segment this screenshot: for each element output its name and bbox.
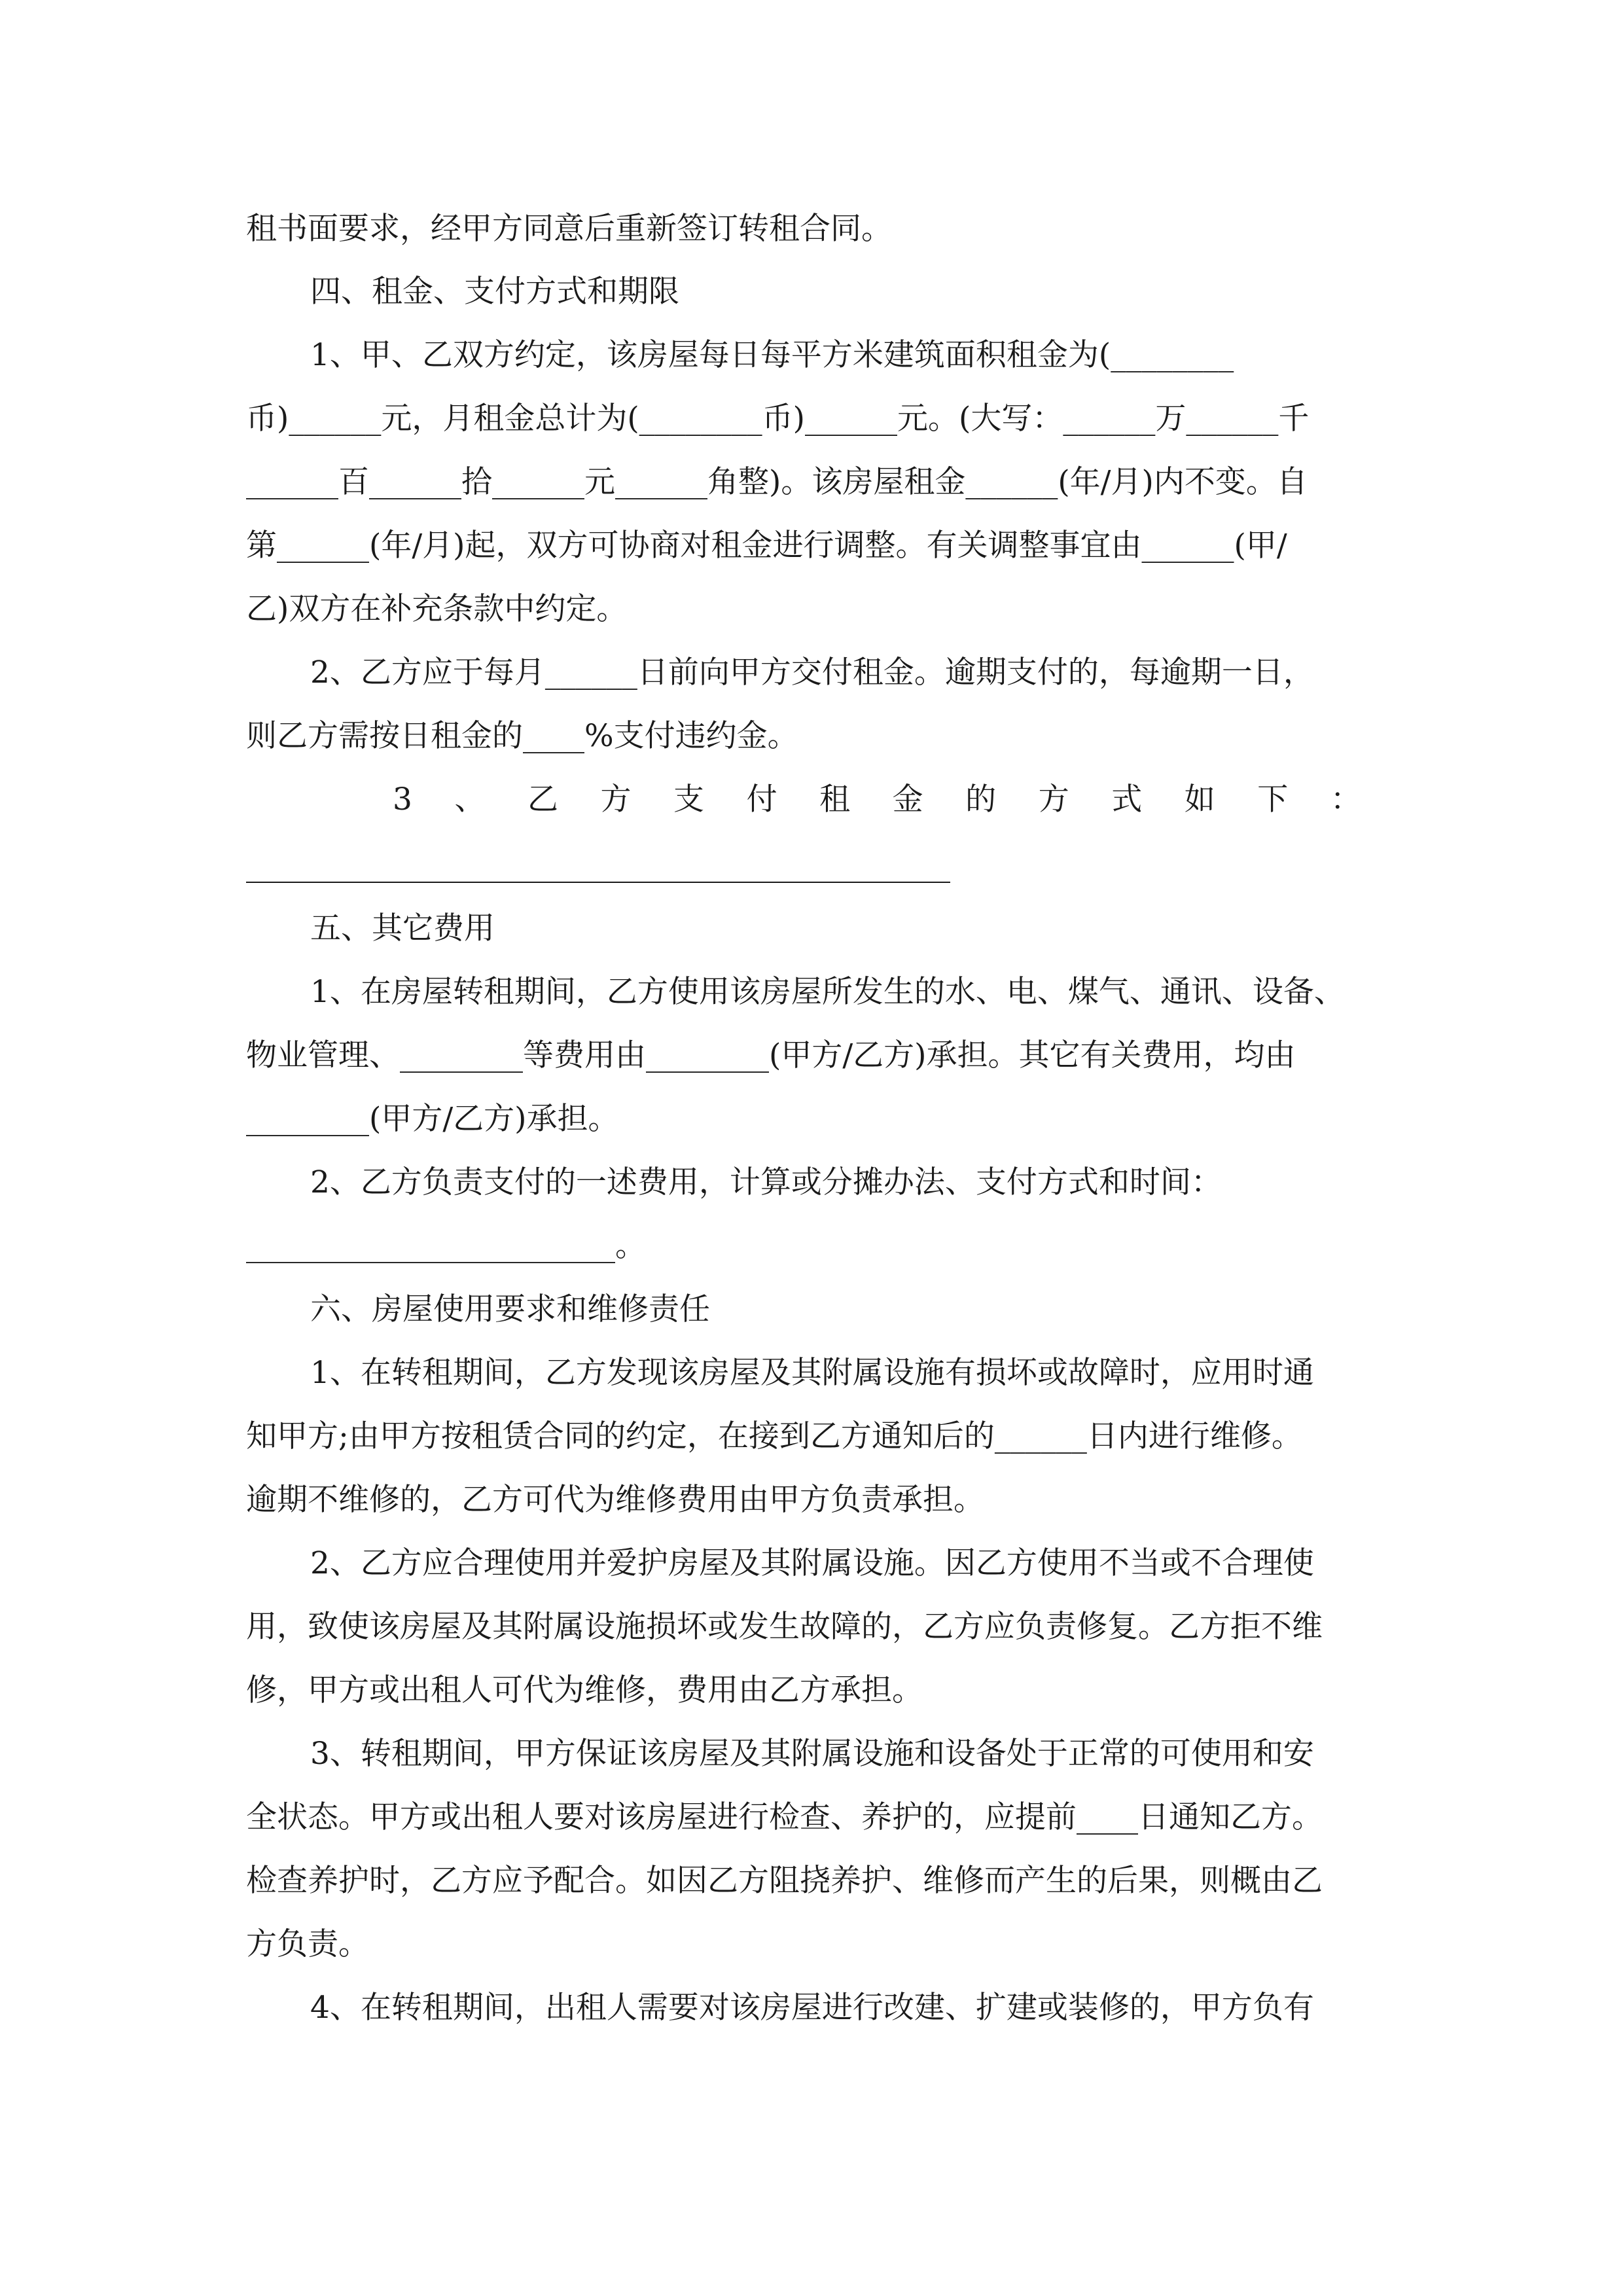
text-line: 2、乙方应合理使用并爱护房屋及其附属设施。因乙方使用不当或不合理使 (310, 1545, 1314, 1581)
spread-char: 下 (1257, 781, 1289, 817)
text-line: 2、乙方应于每月______日前向甲方交付租金。逾期支付的，每逾期一日， (310, 655, 1314, 691)
text-line: 1、在房屋转租期间，乙方使用该房屋所发生的水、电、煤气、通讯、设备、 (310, 974, 1345, 1010)
spread-char: ： (1330, 781, 1361, 817)
spread-char: 金 (892, 781, 923, 817)
text-line: 方负责。 (246, 1926, 369, 1962)
text-line: 3、转租期间，甲方保证该房屋及其附属设施和设备处于正常的可使用和安 (310, 1736, 1314, 1772)
spread-char: 付 (746, 781, 777, 817)
spread-char: 、 (454, 781, 486, 817)
text-line: 币)______元，月租金总计为(________币)______元。(大写：______万______千 (246, 401, 1310, 437)
section-heading-maintenance: 六、房屋使用要求和维修责任 (310, 1291, 710, 1327)
text-line: 知甲方;由甲方按租赁合同的约定，在接到乙方通知后的______日内进行维修。 (246, 1418, 1302, 1454)
text-line: ______百______拾______元______角整)。该房屋租金______(年/月)内不变。自 (246, 464, 1308, 500)
text-line: 物业管理、________等费用由________(甲方/乙方)承担。其它有关费用，均由 (246, 1037, 1296, 1073)
text-line: 乙)双方在补充条款中约定。 (246, 591, 628, 627)
spread-char: 式 (1111, 781, 1143, 817)
text-line: 1、在转租期间，乙方发现该房屋及其附属设施有损坏或故障时，应用时通 (310, 1355, 1314, 1391)
text-line: 全状态。甲方或出租人要对该房屋进行检查、养护的，应提前____日通知乙方。 (246, 1799, 1323, 1835)
spread-char: 乙 (527, 781, 558, 817)
spread-char: 方 (1038, 781, 1069, 817)
spread-char: 如 (1184, 781, 1215, 817)
section-heading-fees: 五、其它费用 (310, 910, 495, 946)
section-heading-rent: 四、租金、支付方式和期限 (310, 274, 679, 310)
spread-char: 的 (965, 781, 997, 817)
text-line: 第______(年/月)起，双方可协商对租金进行调整。有关调整事宜由______(甲/ (246, 528, 1287, 564)
text-line: 4、在转租期间，出租人需要对该房屋进行改建、扩建或装修的，甲方负有 (310, 1990, 1314, 2026)
text-line: ________(甲方/乙方)承担。 (246, 1101, 619, 1137)
text-line: 逾期不维修的，乙方可代为维修费用由甲方负责承担。 (246, 1482, 984, 1518)
spread-char: 3 (393, 781, 412, 817)
spread-char: 方 (600, 781, 632, 817)
text-line: 租书面要求，经甲方同意后重新签订转租合同。 (246, 211, 892, 247)
text-line: 用，致使该房屋及其附属设施损坏或发生故障的，乙方应负责修复。乙方拒不维 (246, 1609, 1323, 1645)
text-line: 检查养护时，乙方应予配合。如因乙方阻挠养护、维修而产生的后果，则概由乙 (246, 1863, 1323, 1899)
fill-in-blank-rule (246, 882, 950, 883)
text-line: 修，甲方或出租人可代为维修，费用由乙方承担。 (246, 1672, 923, 1708)
text-line: ________________________。 (246, 1228, 646, 1264)
spread-char: 支 (673, 781, 705, 817)
text-line: 2、乙方负责支付的一述费用，计算或分摊办法、支付方式和时间： (310, 1164, 1222, 1200)
text-line: 则乙方需按日租金的____%支付违约金。 (246, 718, 798, 754)
text-line: 1、甲、乙双方约定，该房屋每日每平方米建筑面积租金为(________ (310, 337, 1234, 373)
spaced-text-line (393, 779, 1361, 821)
spread-char: 租 (819, 781, 851, 817)
